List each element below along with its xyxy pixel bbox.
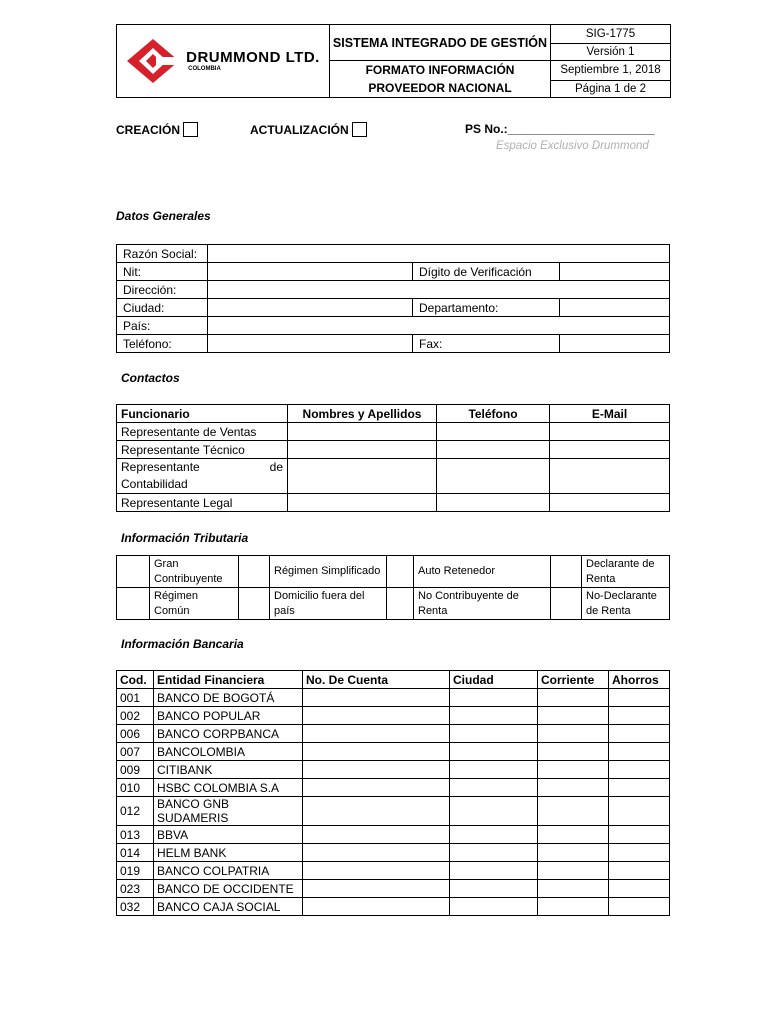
header-telefono: Teléfono: [437, 405, 550, 423]
form-title-line-1: FORMATO INFORMACIÓN: [365, 63, 515, 77]
corriente-checkbox[interactable]: [538, 844, 609, 862]
tax-option-label: No Contribuyente de Renta: [414, 588, 551, 620]
bank-code: 010: [117, 779, 154, 797]
corriente-checkbox[interactable]: [538, 779, 609, 797]
fax-label: Fax:: [413, 335, 560, 353]
table-row: [117, 844, 670, 862]
bank-city-field[interactable]: [450, 743, 538, 761]
bank-code: 014: [117, 844, 154, 862]
header-email: E-Mail: [550, 405, 670, 423]
bank-city-field[interactable]: [450, 707, 538, 725]
table-row: [117, 797, 670, 826]
header-funcionario: Funcionario: [117, 405, 288, 423]
contact-name-field[interactable]: [288, 459, 437, 494]
header-entidad: Entidad Financiera: [154, 671, 303, 689]
account-number-field[interactable]: [303, 880, 450, 898]
fax-field[interactable]: [560, 335, 670, 353]
departamento-label: Departamento:: [413, 299, 560, 317]
account-number-field[interactable]: [303, 898, 450, 916]
corriente-checkbox[interactable]: [538, 880, 609, 898]
actualizacion-label: ACTUALIZACIÓN: [250, 122, 349, 137]
bank-code: 002: [117, 707, 154, 725]
account-number-field[interactable]: [303, 725, 450, 743]
header-ciudad: Ciudad: [450, 671, 538, 689]
bank-code: 001: [117, 689, 154, 707]
bank-name: CITIBANK: [154, 761, 303, 779]
ahorros-checkbox[interactable]: [609, 725, 670, 743]
bank-name: HELM BANK: [154, 844, 303, 862]
bank-city-field[interactable]: [450, 761, 538, 779]
tax-option-label: Domicilio fuera del país: [270, 588, 387, 620]
account-number-field[interactable]: [303, 844, 450, 862]
contact-phone-field[interactable]: [437, 423, 550, 441]
tax-checkbox[interactable]: [551, 556, 582, 588]
form-title-line-2: PROVEEDOR NACIONAL: [368, 81, 512, 95]
ahorros-checkbox[interactable]: [609, 862, 670, 880]
bank-name: HSBC COLOMBIA S.A: [154, 779, 303, 797]
general-data-title: Datos Generales: [116, 209, 211, 223]
ahorros-checkbox[interactable]: [609, 743, 670, 761]
tax-checkbox[interactable]: [239, 556, 270, 588]
bank-name: BANCOLOMBIA: [154, 743, 303, 761]
tax-option-label: Régimen Simplificado: [270, 556, 387, 588]
tax-checkbox[interactable]: [387, 588, 414, 620]
document-date: Septiembre 1, 2018: [551, 61, 671, 81]
ahorros-checkbox[interactable]: [609, 779, 670, 797]
telefono-field[interactable]: [208, 335, 413, 353]
bank-code: 023: [117, 880, 154, 898]
tax-option-label: Gran Contribuyente: [150, 556, 239, 588]
actualizacion-checkbox[interactable]: [352, 122, 367, 137]
header-corriente: Corriente: [538, 671, 609, 689]
departamento-field[interactable]: [560, 299, 670, 317]
ps-note: Espacio Exclusivo Drummond: [496, 140, 649, 152]
logo-cell: [117, 25, 330, 98]
contact-name-field[interactable]: [288, 423, 437, 441]
ahorros-checkbox[interactable]: [609, 898, 670, 916]
bank-code: 006: [117, 725, 154, 743]
account-number-field[interactable]: [303, 862, 450, 880]
contact-role-part: Contabilidad: [121, 477, 188, 491]
razon-social-field[interactable]: [208, 245, 670, 263]
pais-label: País:: [117, 317, 208, 335]
contacts-title: Contactos: [121, 371, 180, 385]
contact-role-part: de: [269, 460, 283, 474]
form-title: [330, 61, 551, 98]
header-ahorros: Ahorros: [609, 671, 670, 689]
contact-name-field[interactable]: [288, 494, 437, 512]
bank-city-field[interactable]: [450, 779, 538, 797]
tax-info-table: [116, 555, 670, 620]
corriente-checkbox[interactable]: [538, 898, 609, 916]
table-row: [117, 880, 670, 898]
contact-role: Representante Legal: [117, 494, 288, 512]
bank-info-table: [116, 670, 670, 916]
bank-city-field[interactable]: [450, 844, 538, 862]
contact-phone-field[interactable]: [437, 441, 550, 459]
header-cod: Cod.: [117, 671, 154, 689]
bank-city-field[interactable]: [450, 880, 538, 898]
tax-option-label: No-Declarante de Renta: [582, 588, 670, 620]
nit-label: Nit:: [117, 263, 208, 281]
company-name: DRUMMOND LTD.: [186, 49, 320, 66]
contact-email-field[interactable]: [550, 494, 670, 512]
document-page: Página 1 de 2: [551, 80, 671, 97]
account-number-field[interactable]: [303, 797, 450, 826]
contact-role-part: Representante: [121, 460, 200, 474]
corriente-checkbox[interactable]: [538, 761, 609, 779]
corriente-checkbox[interactable]: [538, 743, 609, 761]
ciudad-field[interactable]: [208, 299, 413, 317]
bank-name: BANCO CORPBANCA: [154, 725, 303, 743]
direccion-label: Dirección:: [117, 281, 208, 299]
table-row: [117, 707, 670, 725]
bank-name: BANCO DE OCCIDENTE: [154, 880, 303, 898]
ahorros-checkbox[interactable]: [609, 797, 670, 826]
bank-code: 032: [117, 898, 154, 916]
bank-city-field[interactable]: [450, 862, 538, 880]
bank-code: 007: [117, 743, 154, 761]
document-code: SIG-1775: [551, 25, 671, 44]
tax-info-title: Información Tributaria: [121, 531, 249, 545]
corriente-checkbox[interactable]: [538, 862, 609, 880]
bank-name: BANCO COLPATRIA: [154, 862, 303, 880]
bank-code: 013: [117, 826, 154, 844]
corriente-checkbox[interactable]: [538, 797, 609, 826]
document-header: [116, 24, 671, 98]
account-number-field[interactable]: [303, 689, 450, 707]
nit-field[interactable]: [208, 263, 413, 281]
tax-option-label: Auto Retenedor: [414, 556, 551, 588]
contact-name-field[interactable]: [288, 441, 437, 459]
creacion-label: CREACIÓN: [116, 122, 181, 137]
bank-city-field[interactable]: [450, 797, 538, 826]
company-logo: [117, 38, 329, 84]
header-cuenta: No. De Cuenta: [303, 671, 450, 689]
tax-checkbox[interactable]: [239, 588, 270, 620]
table-row: [117, 494, 670, 512]
bank-code: 009: [117, 761, 154, 779]
bank-code: 019: [117, 862, 154, 880]
bank-city-field[interactable]: [450, 725, 538, 743]
contact-email-field[interactable]: [550, 459, 670, 494]
table-row: [117, 459, 670, 494]
table-row: [117, 423, 670, 441]
bank-city-field[interactable]: [450, 898, 538, 916]
account-number-field[interactable]: [303, 779, 450, 797]
tax-option-label: Declarante de Renta: [582, 556, 670, 588]
contact-phone-field[interactable]: [437, 494, 550, 512]
contacts-table: [116, 404, 670, 512]
table-row: [117, 725, 670, 743]
tax-checkbox[interactable]: [117, 588, 150, 620]
tax-option-label: Régimen Común: [150, 588, 239, 620]
bank-code: 012: [117, 797, 154, 826]
corriente-checkbox[interactable]: [538, 689, 609, 707]
contact-email-field[interactable]: [550, 441, 670, 459]
document-version: Versión 1: [551, 44, 671, 61]
company-country: COLOMBIA: [188, 66, 221, 72]
bank-name: BANCO GNB SUDAMERIS: [154, 797, 303, 826]
contact-role: [117, 459, 288, 494]
creacion-option: [116, 122, 198, 137]
bank-name: BBVA: [154, 826, 303, 844]
bank-name: BANCO POPULAR: [154, 707, 303, 725]
table-row: [117, 743, 670, 761]
contact-role: Representante Técnico: [117, 441, 288, 459]
account-number-field[interactable]: [303, 826, 450, 844]
bank-info-title: Información Bancaria: [121, 637, 244, 651]
razon-social-label: Razón Social:: [117, 245, 208, 263]
corriente-checkbox[interactable]: [538, 725, 609, 743]
digito-field[interactable]: [560, 263, 670, 281]
header-nombres: Nombres y Apellidos: [288, 405, 437, 423]
drummond-logo-icon: [126, 38, 180, 84]
ps-number-field[interactable]: PS No.:______________________: [465, 122, 655, 136]
pais-field[interactable]: [208, 317, 670, 335]
ahorros-checkbox[interactable]: [609, 880, 670, 898]
contact-phone-field[interactable]: [437, 459, 550, 494]
ciudad-label: Ciudad:: [117, 299, 208, 317]
ahorros-checkbox[interactable]: [609, 844, 670, 862]
ahorros-checkbox[interactable]: [609, 707, 670, 725]
bank-city-field[interactable]: [450, 689, 538, 707]
table-row: [117, 689, 670, 707]
account-number-field[interactable]: [303, 743, 450, 761]
corriente-checkbox[interactable]: [538, 707, 609, 725]
digito-label: Dígito de Verificación: [413, 263, 560, 281]
account-number-field[interactable]: [303, 707, 450, 725]
ahorros-checkbox[interactable]: [609, 826, 670, 844]
bank-name: BANCO CAJA SOCIAL: [154, 898, 303, 916]
table-row: [117, 779, 670, 797]
corriente-checkbox[interactable]: [538, 826, 609, 844]
table-row: [117, 898, 670, 916]
system-title: SISTEMA INTEGRADO DE GESTIÓN: [330, 25, 551, 61]
contact-role: Representante de Ventas: [117, 423, 288, 441]
actualizacion-option: [250, 122, 367, 137]
ahorros-checkbox[interactable]: [609, 761, 670, 779]
contact-email-field[interactable]: [550, 423, 670, 441]
general-data-table: [116, 244, 670, 353]
ahorros-checkbox[interactable]: [609, 689, 670, 707]
account-number-field[interactable]: [303, 761, 450, 779]
bank-city-field[interactable]: [450, 826, 538, 844]
table-row: [117, 826, 670, 844]
tax-checkbox[interactable]: [117, 556, 150, 588]
table-row: [117, 761, 670, 779]
bank-name: BANCO DE BOGOTÁ: [154, 689, 303, 707]
table-row: [117, 862, 670, 880]
tax-checkbox[interactable]: [387, 556, 414, 588]
tax-checkbox[interactable]: [551, 588, 582, 620]
direccion-field[interactable]: [208, 281, 670, 299]
creacion-checkbox[interactable]: [183, 122, 198, 137]
table-row: [117, 441, 670, 459]
telefono-label: Teléfono:: [117, 335, 208, 353]
